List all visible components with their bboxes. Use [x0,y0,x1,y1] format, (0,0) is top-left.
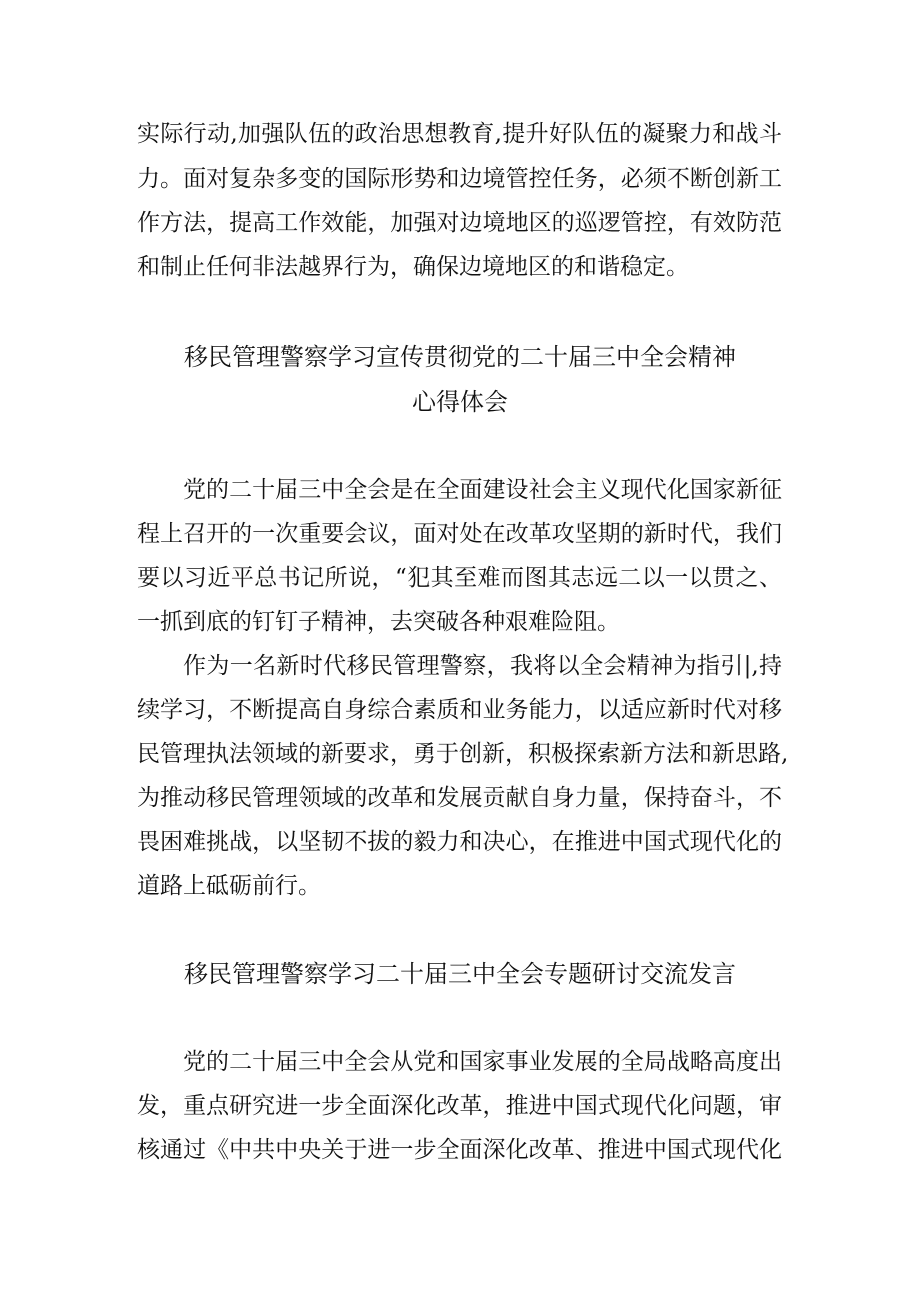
paragraph-line: 作为一名新时代移民管理警察，我将以全会精神为指引|,持 [183,653,782,679]
paragraph-line: 程上召开的一次重要会议，面对处在改革攻坚期的新时代，我们 [137,521,782,547]
section-title: 移民管理警察学习宣传贯彻党的二十届三中全会精神 [184,343,736,371]
paragraph-line: 实际行动,加强队伍的政治思想教育,提升好队伍的凝聚力和战斗 [137,121,782,147]
paragraph-line: 要以习近平总书记所说，“犯其至难而图其志远二以一以贯之、 [137,565,782,591]
paragraph-line: 发，重点研究进一步全面深化改革，推进中国式现代化问题，审 [137,1093,782,1119]
paragraph-line: 和制止任何非法越界行为，确保边境地区的和谐稳定。 [137,254,689,280]
paragraph-line: 作方法，提高工作效能，加强对边境地区的巡逻管控，有效防范 [137,210,782,236]
paragraph-line: 党的二十届三中全会从党和国家事业发展的全局战略高度出 [183,1049,782,1075]
paragraph-line: 民管理执法领域的新要求，勇于创新，积极探索新方法和新思路, [137,741,789,767]
section-title: 移民管理警察学习二十届三中全会专题研讨交流发言 [184,960,736,988]
paragraph-line: 畏困难挑战，以坚韧不拔的毅力和决心，在推进中国式现代化的 [137,829,782,855]
paragraph-line: 一抓到底的钉钉子精神，去突破各种艰难险阻。 [137,609,620,635]
paragraph-line: 核通过《中共中央关于进一步全面深化改革、推进中国式现代化 [137,1137,782,1163]
section-title-continued: 心得体会 [412,388,508,416]
paragraph-line: 续学习，不断提高自身综合素质和业务能力，以适应新时代对移 [137,697,782,723]
paragraph-line: 道路上砥砺前行。 [137,873,321,899]
paragraph-line: 为推动移民管理领域的改革和发展贡献自身力量，保持奋斗，不 [137,785,782,811]
paragraph-line: 力。面对复杂多变的国际形势和边境管控任务，必须不断创新工 [137,166,782,192]
paragraph-line: 党的二十届三中全会是在全面建设社会主义现代化国家新征 [183,477,782,503]
